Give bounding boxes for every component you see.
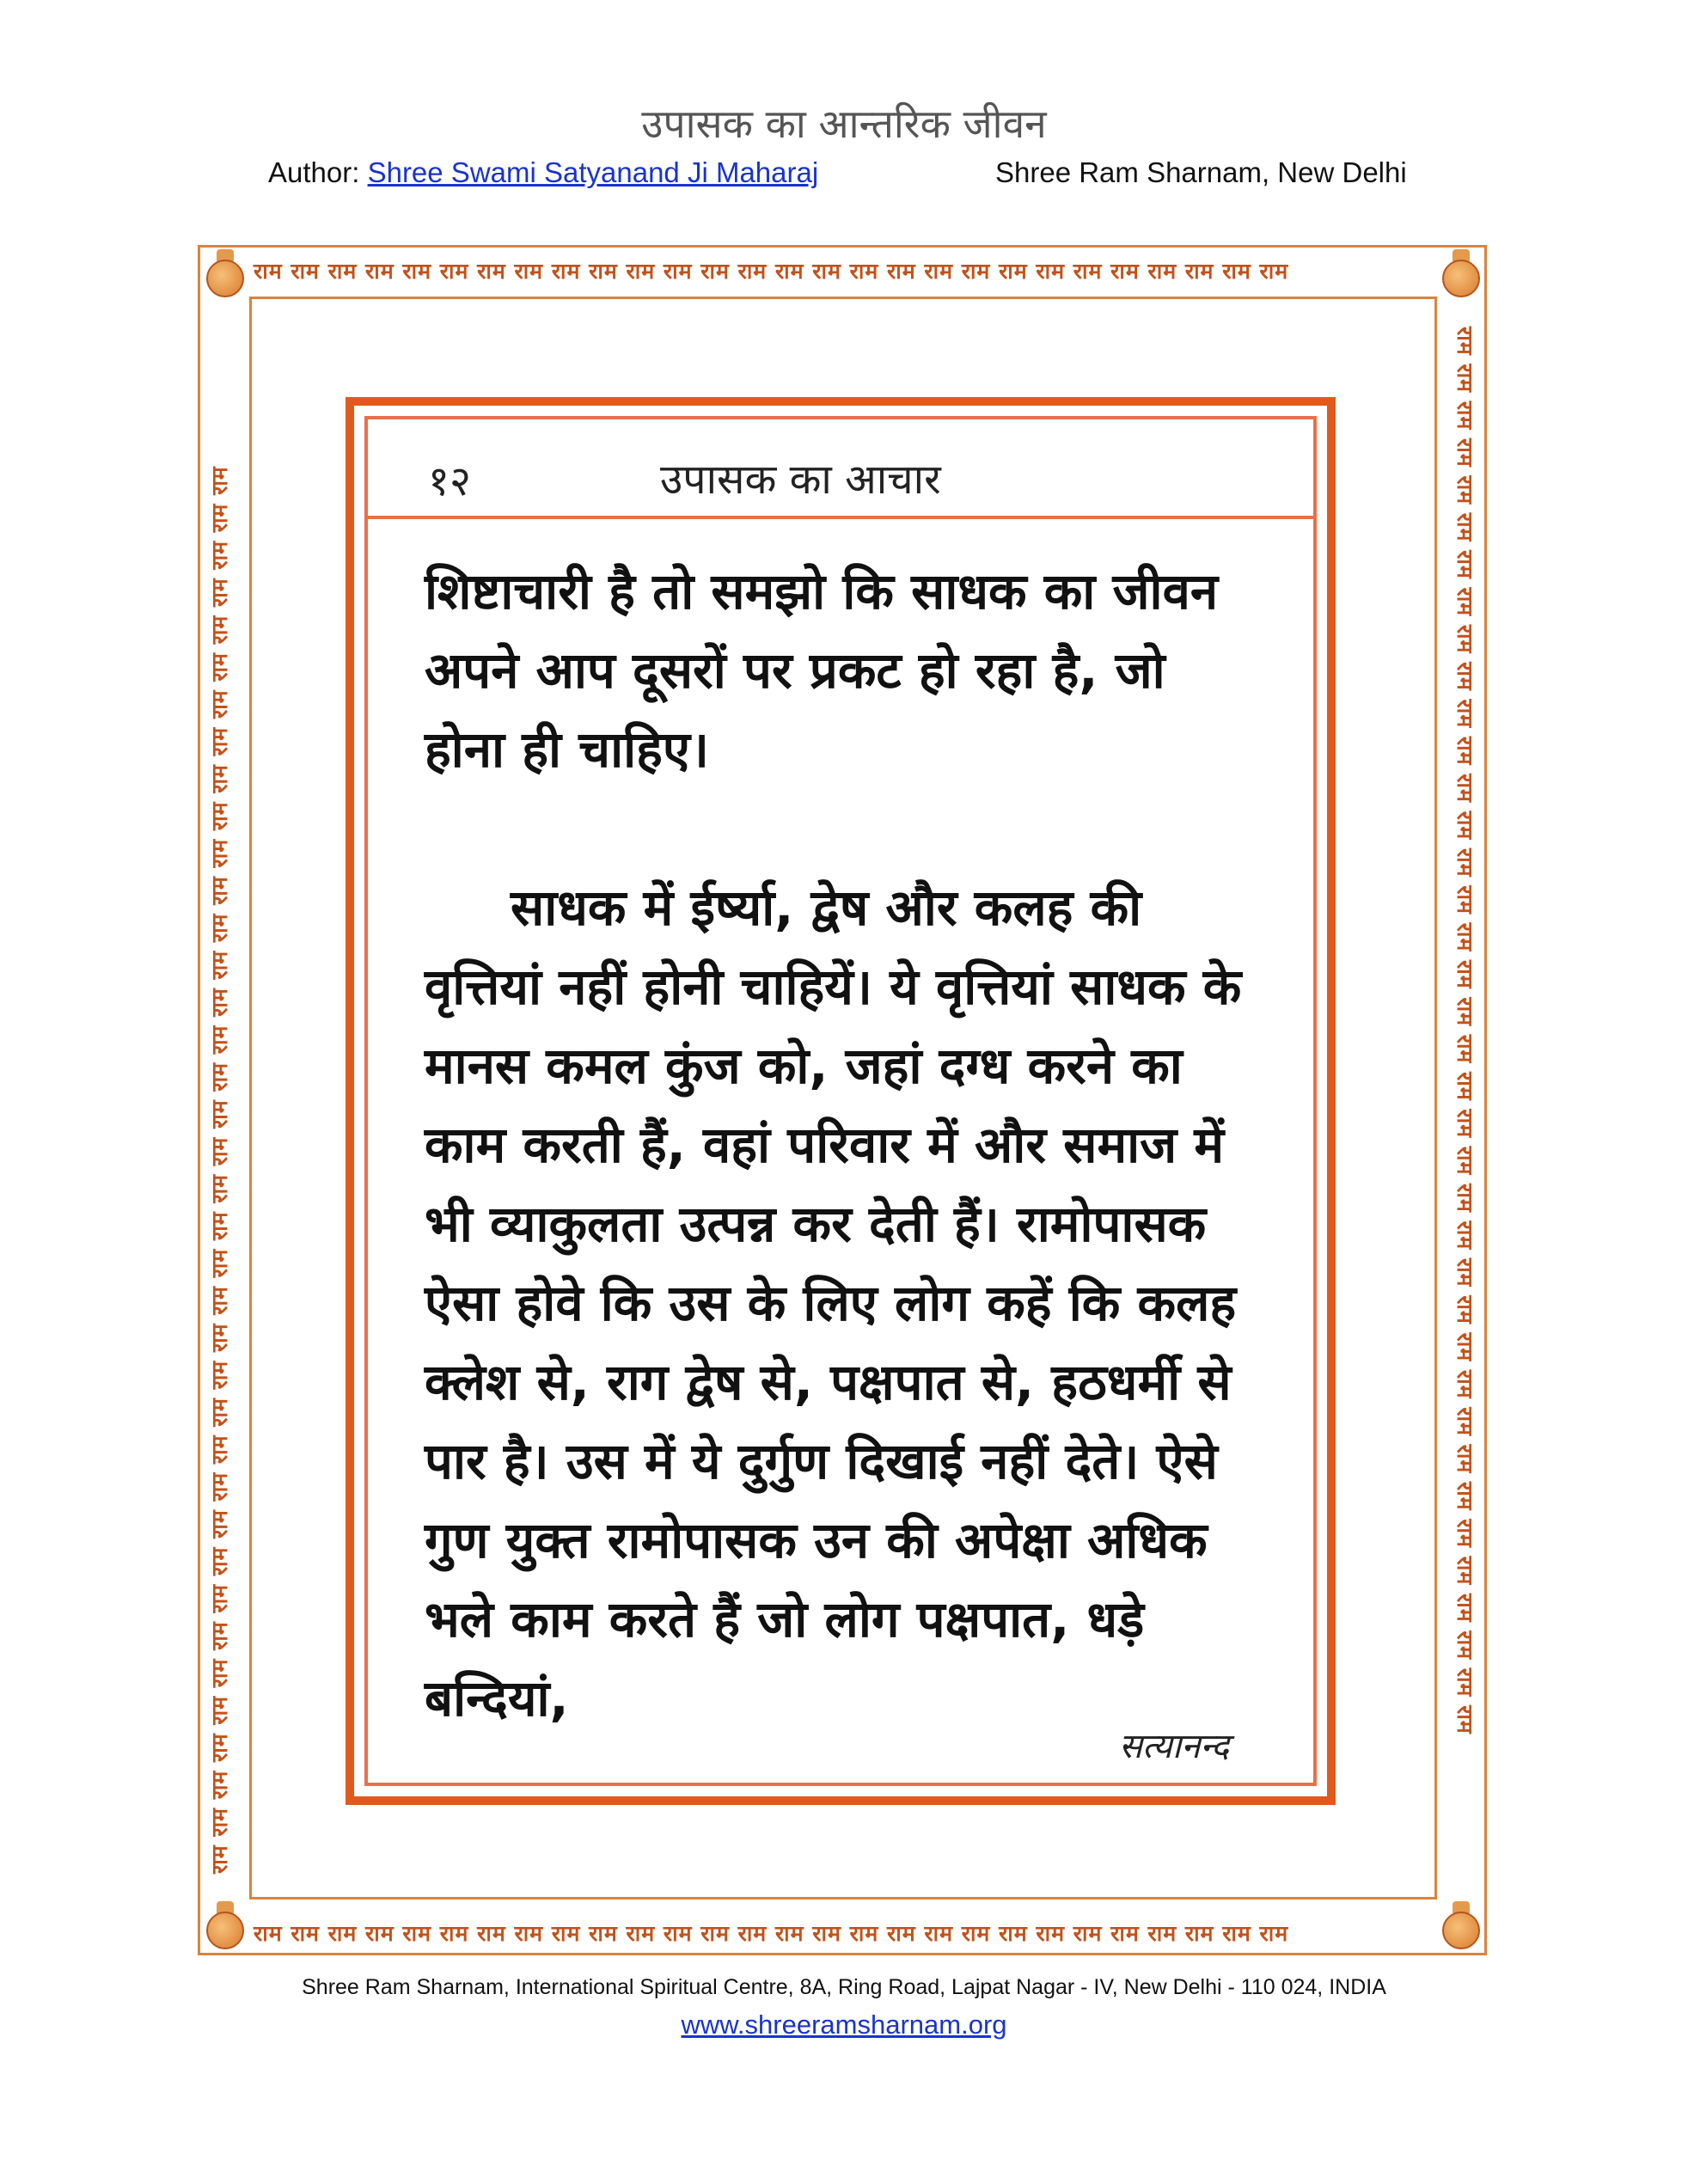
author-label: Author: bbox=[268, 156, 360, 188]
document-title: उपासक का आन्तरिक जीवन bbox=[641, 101, 1047, 147]
ram-border-right: राम राम राम राम राम राम राम राम राम राम राम राम राम राम राम राम राम राम राम राम राम राम राम राम राम राम राम राम राम राम राम राम राम राम राम राम राम राम bbox=[1453, 327, 1477, 1734]
ram-border-bottom: राम राम राम राम राम राम राम राम राम राम राम राम राम राम राम राम राम राम राम राम राम राम राम राम राम राम राम राम bbox=[254, 1921, 1289, 1946]
kalash-icon bbox=[1440, 249, 1482, 299]
scan-page-header bbox=[368, 419, 1313, 519]
page-heading: उपासक का आचार bbox=[660, 456, 941, 504]
kalash-icon bbox=[205, 249, 246, 299]
kalash-icon bbox=[1440, 1901, 1482, 1951]
footer-website bbox=[0, 2010, 1688, 2040]
footer-address: Shree Ram Sharnam, International Spiritual Centre, 8A, Ring Road, Lajpat Nagar - IV, New Delhi - 110 024, INDIA bbox=[302, 1975, 1386, 1999]
kalash-icon bbox=[205, 1901, 246, 1951]
page-number: १२ bbox=[428, 457, 471, 505]
ram-border-left: राम राम राम राम राम राम राम राम राम राम राम राम राम राम राम राम राम राम राम राम राम राम राम राम राम राम राम राम राम राम राम राम राम राम राम राम राम राम bbox=[207, 466, 232, 1874]
scan-body-text bbox=[425, 552, 1250, 1738]
website-link[interactable]: www.shreeramsharnam.org bbox=[681, 2010, 1007, 2040]
signature: सत्यानन्द bbox=[1119, 1727, 1229, 1766]
publisher-name: Shree Ram Sharnam, New Delhi bbox=[995, 156, 1407, 188]
scanned-page bbox=[346, 397, 1336, 1805]
author-line bbox=[268, 156, 818, 189]
paragraph-2: साधक में ईर्ष्या, द्वेष और कलह की वृत्तियां नहीं होनी चाहियें। ये वृत्तियां साधक के मानस कमल कुंज को, जहां दग्ध करने का काम करती हैं, वहां परिवार में और समाज में भी व्याकुलता उत्पन्न कर देती हैं। रामोपासक ऐसा होवे कि उस के लिए लोग कहें कि कलह क्लेश से, राग द्वेष से, पक्षपात से, हठधर्मी से पार है। उस में ये दुर्गुण दिखाई नहीं देते। ऐसे गुण युक्त रामोपासक उन की अपेक्षा अधिक भले काम करते हैं जो लोग पक्षपात, धड़े बन्दियां, bbox=[425, 878, 1242, 1728]
paragraph-1: शिष्टाचारी है तो समझो कि साधक का जीवन अपने आप दूसरों पर प्रकट हो रहा है, जो होना ही चाहिए। bbox=[425, 562, 1219, 779]
author-link[interactable]: Shree Swami Satyanand Ji Maharaj bbox=[367, 156, 819, 188]
ram-border-top: राम राम राम राम राम राम राम राम राम राम राम राम राम राम राम राम राम राम राम राम राम राम राम राम राम राम राम राम bbox=[254, 259, 1289, 284]
